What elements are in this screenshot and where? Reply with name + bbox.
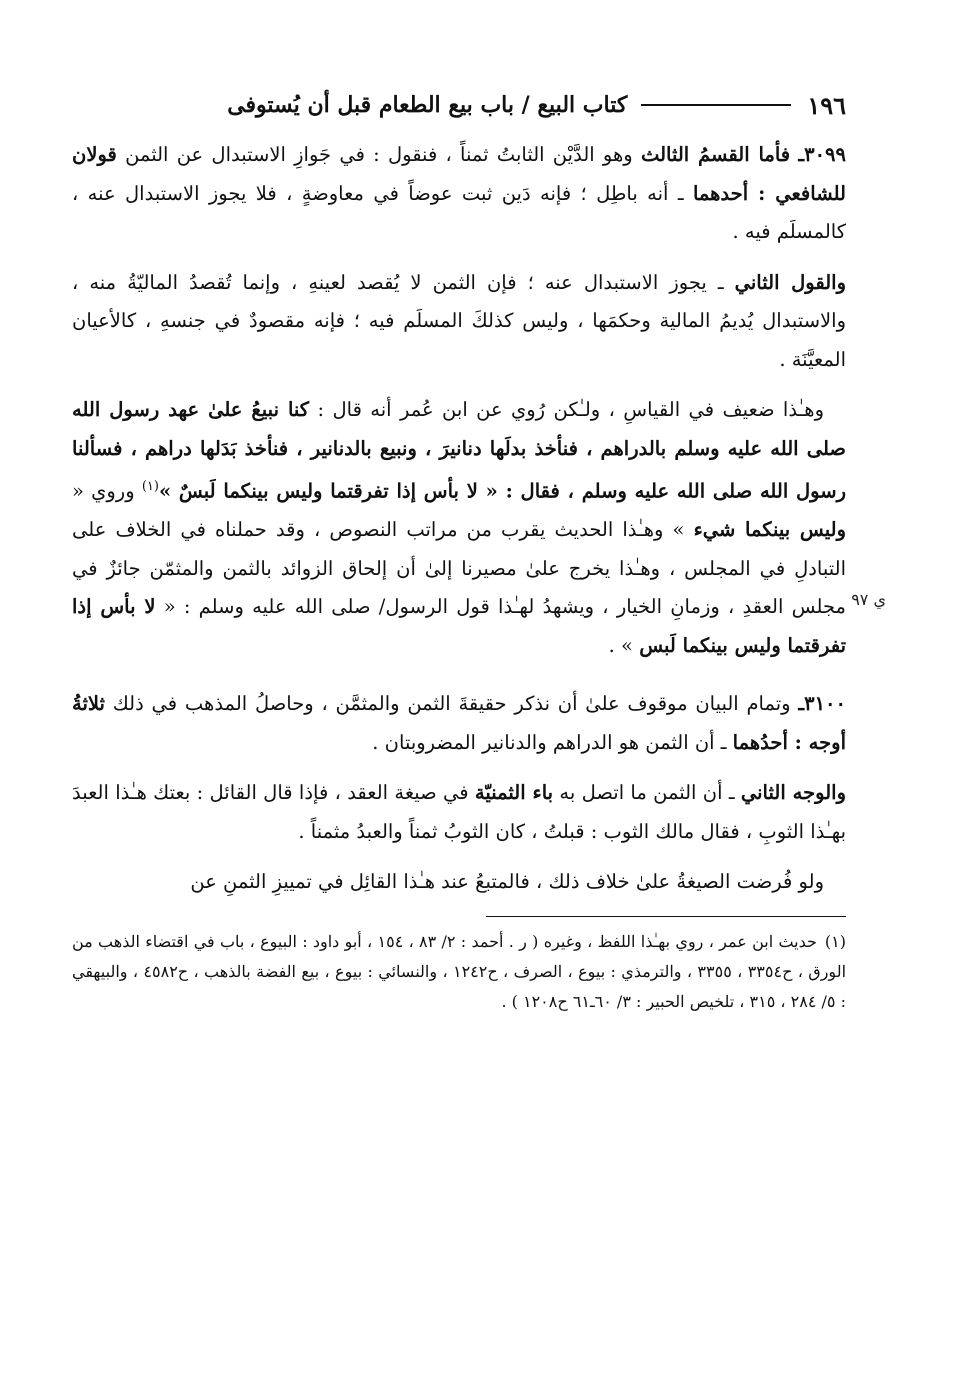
bold-lead: فأما القسمُ الثالث bbox=[640, 143, 791, 166]
running-title: كتاب البيع / باب بيع الطعام قبل أن يُستوفى bbox=[227, 92, 628, 118]
bold-lead: والوجه الثاني bbox=[740, 781, 847, 804]
paragraph-hadith bbox=[72, 391, 886, 665]
paragraph-second-aspect bbox=[72, 774, 846, 851]
text-run: ولو فُرضت الصيغةُ علىٰ خلاف ذلك ، فالمتبعُ عند هـٰذا القائِل في تمييزِ الثمنِ عن bbox=[190, 870, 824, 893]
text-run: » . bbox=[608, 633, 640, 657]
hadith-quote: لا بأس إذا تفرقتما وليس بينكما لَبس bbox=[72, 595, 846, 657]
margin-note: ي ٩٧ bbox=[851, 589, 886, 609]
text-run: وهو الدَّيْن الثابتُ ثمناً ، فنقول : في جَوازِ الاستبدال عن الثمن bbox=[116, 143, 641, 166]
header-rule bbox=[641, 104, 791, 106]
footnote-marker: (١) bbox=[141, 479, 159, 494]
text-run: وروي « bbox=[72, 479, 142, 503]
footnote bbox=[72, 927, 846, 1017]
text-run: » وهـٰذا الحديث يقرب من مراتب النصوص ، وقد حملناه في الخلاف على التبادلِ في المجلس ، وهـٰذا يخرج علىٰ مصيرنا إلىٰ أن إلحاق الزوائد بالثمن والمثمّن جائزٌ في مجلس العقدِ ، وزمانِ الخيار ، ويشهدُ لهـٰذا قول الرسول/ صلى الله عليه وسلم : « bbox=[72, 518, 846, 618]
bold-phrase: قولان للشافعي : أحدهما bbox=[72, 143, 846, 205]
paragraph-3100 bbox=[72, 685, 846, 762]
main-text bbox=[72, 136, 886, 902]
footnote-rule bbox=[486, 916, 846, 917]
paragraph-3099 bbox=[72, 136, 846, 252]
document-page bbox=[72, 80, 886, 1340]
bold-phrase: باء الثمنيّة bbox=[474, 781, 554, 804]
bold-phrase: ثلاثةُ أوجه : أحدُهما bbox=[72, 692, 846, 754]
text-run: وهـٰذا ضعيف في القياسِ ، ولـٰكن رُوي عن ابن عُمر أنه قال : bbox=[309, 398, 824, 421]
text-run: في صيغة العقد ، فإذا قال القائل : بعتك هـٰذا العبدَ بهـٰذا الثوبِ ، فقال مالك الثوب : قبلتُ ، كان الثوبُ ثمناً والعبدُ مثمناً . bbox=[72, 781, 846, 843]
page-header bbox=[72, 80, 846, 130]
footnote-text: حديث ابن عمر ، روي بهـٰذا اللفظ ، وغيره ( ر . أحمد : ٢/ ٨٣ ، ١٥٤ ، أبو داود : البيوع ، باب في اقتضاء الذهب من الورق ، ح٣٣٥٤ ، ٣٣٥٥ ، والترمذي : بيوع ، الصرف ، ح١٢٤٢ ، والنسائي : بيوع ، بيع الفضة بالذهب ، ح٤٥٨٢ ، والبيهقي : ٥/ ٢٨٤ ، ٣١٥ ، تلخيص الحبير : ٣/ ٦٠ـ٦١ ح١٢٠٨ ) . bbox=[72, 931, 847, 1011]
page-number: ١٩٦ bbox=[807, 90, 846, 120]
text-run: ـ أن الثمن هو الدراهم والدنانير المضروبتان . bbox=[372, 730, 733, 754]
paragraph-number: ٣٠٩٩ـ bbox=[798, 143, 846, 166]
footnote-number: (١) bbox=[824, 931, 846, 951]
text-run: ـ أنه باطِل ؛ فإنه دَين ثبت عوضاً في معاوضةٍ ، فلا يجوز الاستبدال عنه ، كالمسلَم فيه . bbox=[72, 181, 846, 243]
hadith-text: كنا نبيعُ علىٰ عهد رسول الله صلى الله عليه وسلم بالدراهم ، فنأخذ بدلَها دنانيرَ ، ونبيع بالدنانير ، فنأخذ بَدَلها دراهم ، فسألنا رسول الله صلى الله عليه وسلم ، فقال : « لا بأس إذا تفرقتما وليس بينكما لَبسٌ » bbox=[72, 398, 847, 503]
paragraph-second-opinion bbox=[72, 264, 846, 380]
paragraph-continuation bbox=[72, 863, 846, 902]
bold-phrase: وليس بينكما شيء bbox=[693, 518, 847, 541]
paragraph-number: ٣١٠٠ـ bbox=[798, 692, 846, 715]
text-run: ـ يجوز الاستبدال عنه ؛ فإن الثمن لا يُقصد لعينهِ ، وإنما تُقصدُ الماليّةُ منه ، والاستبدال يُديمُ المالية وحكمَها ، وليس كذلكَ المسلَم فيه ؛ فإنه مقصودٌ في جنسهِ ، كالأعيان المعيَّنَة . bbox=[72, 270, 846, 371]
bold-lead: والقول الثاني bbox=[734, 270, 846, 294]
text-run: وتمام البيان موقوف علىٰ أن نذكر حقيقةَ الثمن والمثمَّن ، وحاصلُ المذهب في ذلك bbox=[104, 692, 799, 715]
text-run: ـ أن الثمن ما اتصل به bbox=[553, 781, 741, 804]
